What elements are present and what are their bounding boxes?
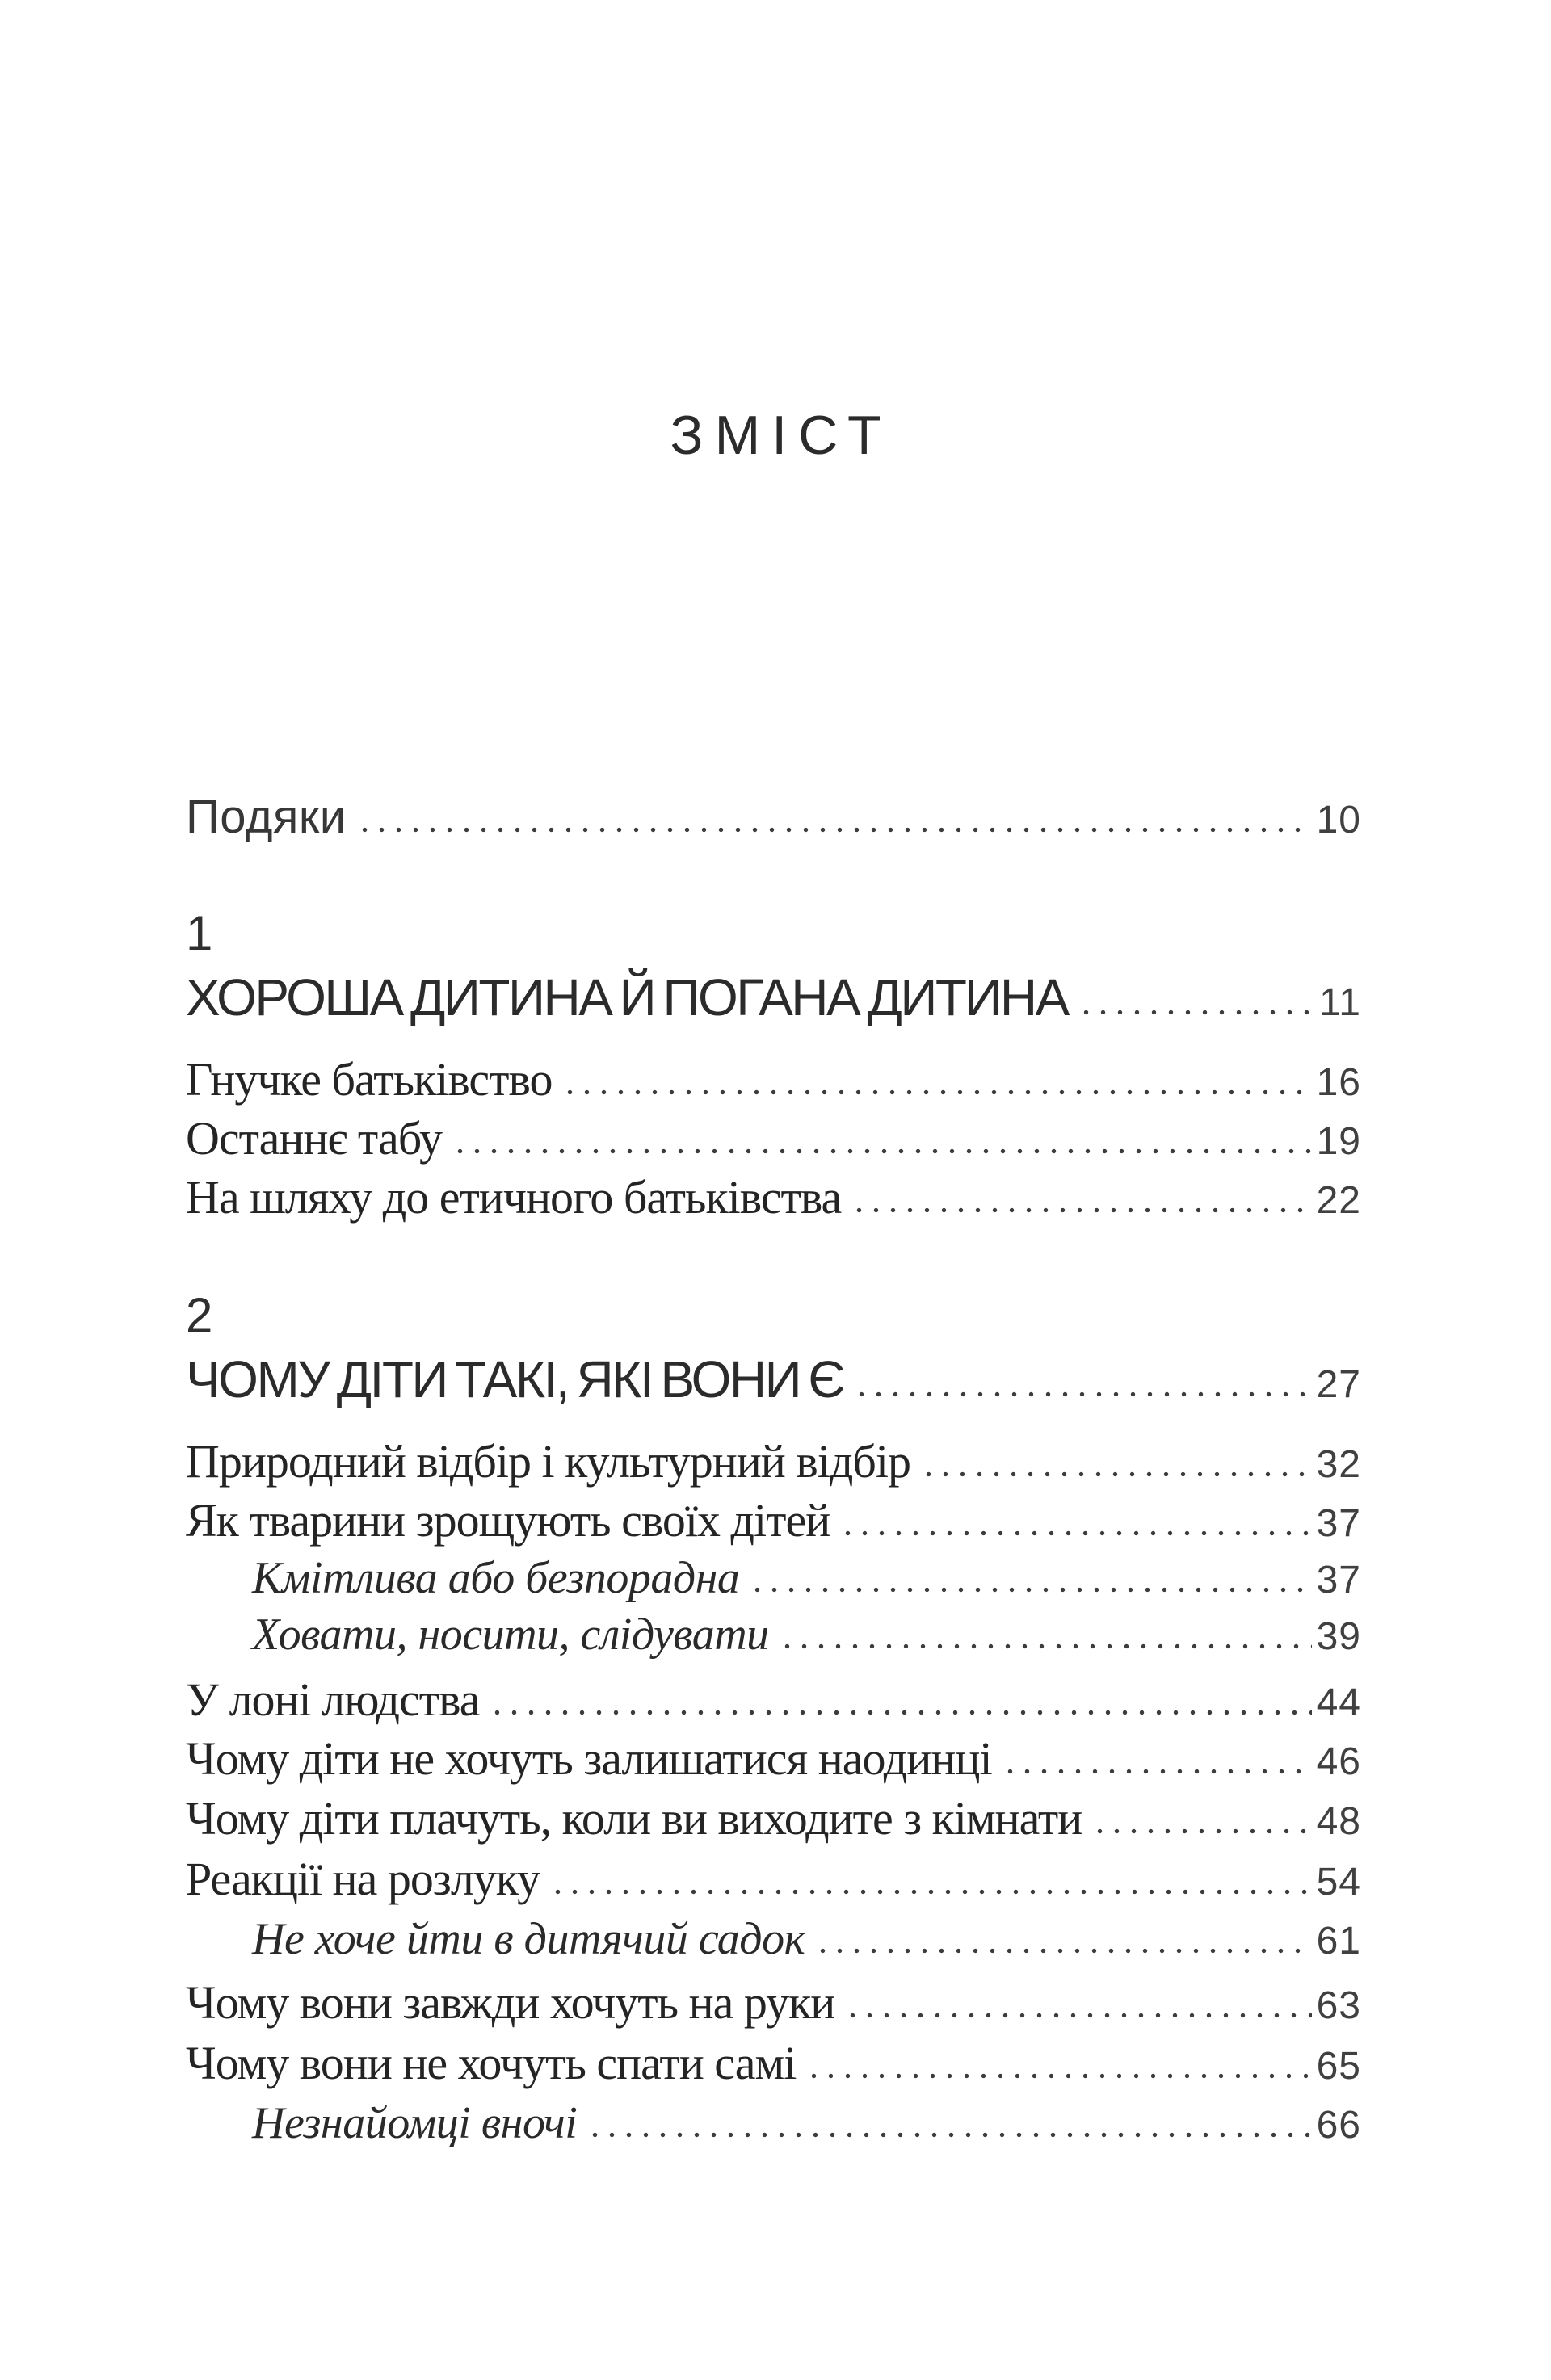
dot-leader xyxy=(1091,1828,1311,1834)
toc-entry xyxy=(186,1435,1361,1488)
chapter-number: 1 xyxy=(186,906,213,960)
toc-subentry-label: Кмітлива або безпорадна xyxy=(252,1553,740,1603)
toc-entry-page: 63 xyxy=(1316,1984,1361,2027)
toc-entry-page: 19 xyxy=(1316,1120,1361,1163)
toc-entry-label: На шляху до етичного батьківства xyxy=(186,1171,842,1224)
toc-entry-page: 44 xyxy=(1316,1681,1361,1724)
dot-leader xyxy=(851,1207,1311,1213)
toc-entry xyxy=(186,1673,1361,1726)
chapter-number: 2 xyxy=(186,1288,213,1342)
toc-entry xyxy=(186,1053,1361,1106)
toc-subentry-label: Не хоче йти в дитячий садок xyxy=(252,1914,805,1964)
toc-entry-page: 54 xyxy=(1316,1861,1361,1904)
dot-leader xyxy=(1078,1010,1314,1015)
toc-entry-page: 10 xyxy=(1316,799,1361,842)
dot-leader xyxy=(452,1148,1312,1154)
toc-entry-label: Останнє табу xyxy=(186,1112,442,1165)
toc-entry-label: Як тварини зрощують своїх дітей xyxy=(186,1494,830,1547)
dot-leader xyxy=(814,1948,1311,1954)
chapter-heading xyxy=(186,968,1361,1026)
toc-entry xyxy=(186,1976,1361,2029)
toc-entry xyxy=(186,1171,1361,1224)
toc-entry xyxy=(186,2037,1361,2089)
toc-subentry-label: Ховати, носити, слідувати xyxy=(252,1610,769,1660)
toc-entry xyxy=(186,1112,1361,1165)
toc-entry-page: 32 xyxy=(1316,1443,1361,1486)
toc-entry-page: 65 xyxy=(1316,2045,1361,2088)
dot-leader xyxy=(779,1643,1312,1649)
dot-leader xyxy=(586,2132,1311,2138)
toc-subentry xyxy=(252,1610,1361,1660)
toc-entry-page: 46 xyxy=(1316,1740,1361,1783)
toc-entry-page: 16 xyxy=(1316,1061,1361,1104)
toc-subentry xyxy=(252,2098,1361,2148)
toc-entry xyxy=(186,1792,1361,1845)
toc-subentry-page: 61 xyxy=(1316,1920,1361,1962)
dot-leader xyxy=(549,1889,1311,1895)
dot-leader xyxy=(853,1391,1312,1397)
toc-entry xyxy=(186,791,1361,843)
chapter-page: 27 xyxy=(1316,1363,1361,1406)
toc-subentry xyxy=(252,1916,1361,1962)
chapter-title: ЧОМУ ДІТИ ТАКІ, ЯКІ ВОНИ Є xyxy=(186,1350,843,1408)
page-title: ЗМІСТ xyxy=(670,405,893,466)
toc-entry xyxy=(186,1732,1361,1785)
dot-leader xyxy=(561,1089,1311,1095)
toc-entry-label: У лоні людства xyxy=(186,1673,480,1726)
toc-subentry-page: 66 xyxy=(1316,2104,1361,2147)
toc-subentry-page: 37 xyxy=(1316,1559,1361,1601)
toc-entry-label: Реакції на розлуку xyxy=(186,1853,540,1905)
dot-leader xyxy=(356,827,1312,833)
toc-entry-label: Гнучке батьківство xyxy=(186,1053,553,1106)
dot-leader xyxy=(489,1710,1311,1715)
toc-entry-page: 22 xyxy=(1316,1179,1361,1222)
dot-leader xyxy=(1002,1769,1312,1774)
toc-entry-label: Чому вони завжди хочуть на руки xyxy=(186,1976,835,2029)
toc-entry-label: Подяки xyxy=(186,791,347,843)
toc-entry-page: 37 xyxy=(1316,1502,1361,1545)
toc-entry-label: Чому вони не хочуть спати самі xyxy=(186,2037,797,2089)
chapter-heading xyxy=(186,1350,1361,1408)
toc-entry-label: Чому діти плачуть, коли ви виходите з кімнати xyxy=(186,1792,1082,1845)
toc-entry xyxy=(186,1853,1361,1905)
chapter-page: 11 xyxy=(1319,981,1361,1024)
toc-subentry-label: Незнайомці вночі xyxy=(252,2098,578,2148)
toc-entry-page: 48 xyxy=(1316,1800,1361,1843)
toc-entry-label: Чому діти не хочуть залишатися наодинці xyxy=(186,1732,992,1785)
dot-leader xyxy=(839,1530,1311,1536)
toc-subentry xyxy=(252,1555,1361,1601)
chapter-title: ХОРОША ДИТИНА Й ПОГАНА ДИТИНА xyxy=(186,968,1068,1026)
toc-subentry-page: 39 xyxy=(1316,1615,1361,1658)
dot-leader xyxy=(805,2073,1311,2079)
toc-entry-label: Природний відбір і культурний відбір xyxy=(186,1435,910,1488)
dot-leader xyxy=(844,2013,1311,2018)
dot-leader xyxy=(920,1471,1312,1477)
dot-leader xyxy=(749,1587,1311,1593)
toc-entry xyxy=(186,1494,1361,1547)
